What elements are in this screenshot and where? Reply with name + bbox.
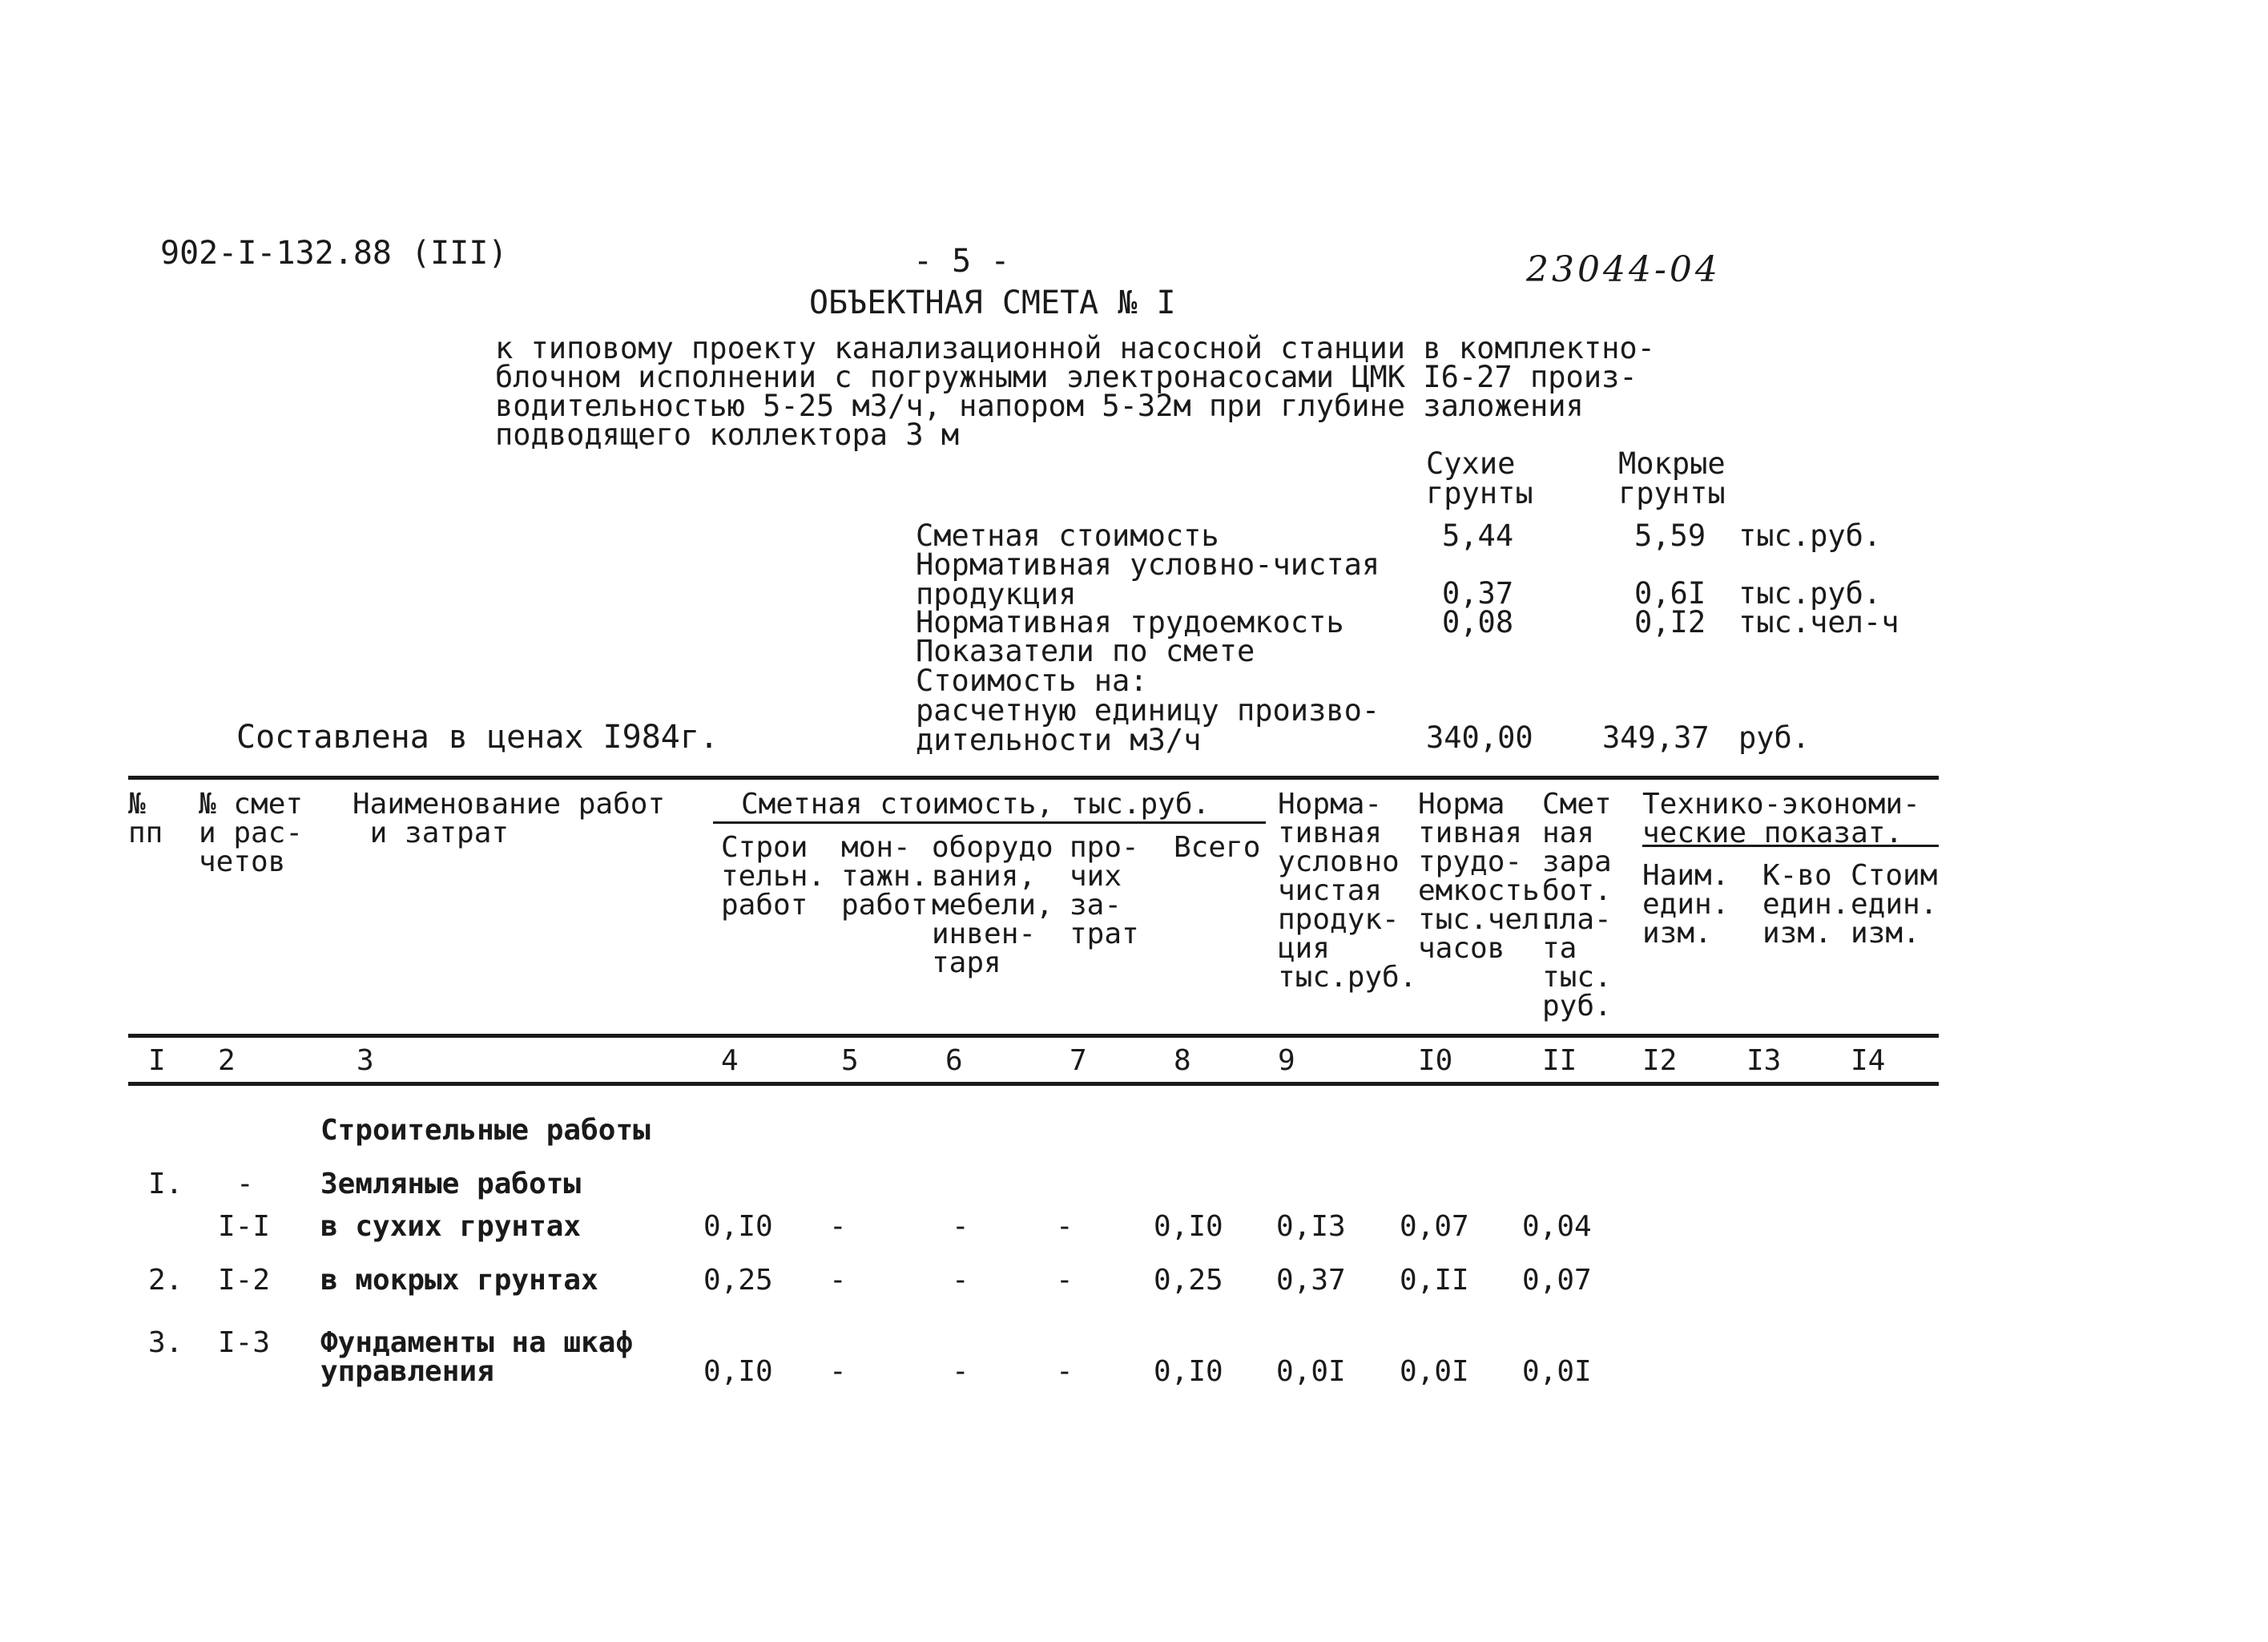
summary-dry-value: 5,44 [1442, 518, 1514, 553]
row-num: 3. [148, 1326, 183, 1359]
summary-wet-value: 5,59 [1634, 518, 1706, 553]
summary-label: Нормативная трудоемкость [916, 605, 1344, 639]
row-c10: 0,0I [1400, 1355, 1469, 1388]
row-name: в мокрых грунтах [320, 1264, 598, 1297]
row-c6: - [952, 1264, 969, 1297]
row-name: Фундаменты на шкаф управления [320, 1326, 634, 1388]
subtitle-line: подводящего коллектора 3 м [495, 418, 960, 452]
header-col-13: К-во един. изм. [1762, 859, 1850, 950]
column-number: 9 [1278, 1044, 1295, 1077]
column-number: 8 [1174, 1044, 1191, 1077]
row-name: Земляные работы [320, 1168, 582, 1200]
summary-wet-value: 349,37 [1602, 720, 1710, 755]
column-number: I4 [1851, 1044, 1886, 1077]
summary-unit: тыс.чел-ч [1738, 605, 1899, 639]
summary-wet-value: 0,I2 [1634, 605, 1706, 639]
column-number: 6 [945, 1044, 963, 1077]
handwritten-number: 23044-04 [1526, 249, 1721, 290]
row-name: в сухих грунтах [320, 1210, 582, 1243]
page-number: - 5 - [913, 243, 1010, 280]
summary-unit: тыс.руб. [1738, 518, 1882, 553]
column-number: II [1542, 1044, 1577, 1077]
row-num: 2. [148, 1264, 183, 1297]
row-c7: - [1056, 1210, 1074, 1243]
row-c5: - [829, 1264, 847, 1297]
summary-col-dry: Сухие грунты [1426, 446, 1533, 510]
document-title: ОБЪЕКТНАЯ СМЕТА № I [809, 284, 1176, 321]
header-col-10: Норма тивная трудо- емкость тыс.чел. часов [1418, 788, 1557, 965]
column-number: 2 [218, 1044, 236, 1077]
column-number: I [148, 1044, 166, 1077]
row-c7: - [1056, 1355, 1074, 1388]
header-col-2: № смет и рас- четов [199, 788, 304, 878]
header-col-7: про- чих за- трат [1070, 831, 1139, 950]
summary-wet-value: 0,6I [1634, 576, 1706, 611]
summary-label: Нормативная условно-чистая продукция [916, 547, 1380, 611]
header-col-14: Стоим един. изм. [1851, 859, 1938, 950]
summary-dry-value: 340,00 [1426, 720, 1533, 755]
subtitle-line: блочном исполнении с погружными электронасосами ЦМК I6-27 произ- [495, 360, 1638, 394]
header-col-5: мон- тажн. работ [841, 831, 929, 922]
summary-label: Сметная стоимость [916, 518, 1219, 553]
row-c10: 0,II [1400, 1264, 1469, 1297]
row-ref: I-I [218, 1210, 271, 1243]
summary-dry-value: 0,37 [1442, 576, 1514, 611]
row-ref: I-3 [218, 1326, 271, 1359]
cost-group-underline [713, 821, 1266, 824]
summary-col-wet: Мокрые грунты [1618, 446, 1726, 510]
summary-unit: руб. [1738, 720, 1811, 755]
row-c8: 0,25 [1154, 1264, 1223, 1297]
row-c11: 0,0I [1522, 1355, 1592, 1388]
row-c5: - [829, 1355, 847, 1388]
row-c9: 0,0I [1276, 1355, 1346, 1388]
document-code: 902-I-132.88 (III) [160, 235, 508, 272]
numbers-bottom-rule [128, 1082, 1939, 1086]
column-number: 7 [1070, 1044, 1087, 1077]
column-number: I3 [1746, 1044, 1782, 1077]
row-c8: 0,I0 [1154, 1210, 1223, 1243]
subtitle-line: водительностью 5-25 м3/ч, напором 5-32м при глубине заложения [495, 389, 1584, 423]
row-c8: 0,I0 [1154, 1355, 1223, 1388]
header-col-8: Всего [1174, 831, 1261, 864]
header-col-12: Наим. един. изм. [1642, 859, 1730, 950]
header-col-6: оборудо вания, мебели, инвен- таря [932, 831, 1053, 979]
column-number: 5 [841, 1044, 859, 1077]
header-col-9: Норма- тивная условно чистая продук- ция тыс.руб. [1278, 788, 1417, 994]
header-bottom-rule [128, 1034, 1939, 1038]
row-c11: 0,07 [1522, 1264, 1592, 1297]
row-c7: - [1056, 1264, 1074, 1297]
row-c6: - [952, 1355, 969, 1388]
table-top-rule [128, 776, 1939, 780]
row-c5: - [829, 1210, 847, 1243]
column-number: I0 [1418, 1044, 1453, 1077]
row-ref: I-2 [218, 1264, 271, 1297]
row-c9: 0,I3 [1276, 1210, 1346, 1243]
subtitle-line: к типовому проекту канализационной насосной станции в комплектно- [495, 331, 1655, 365]
summary-dry-value: 0,08 [1442, 605, 1514, 639]
row-c4: 0,25 [703, 1264, 773, 1297]
header-col-1: № пп [128, 788, 163, 849]
row-c11: 0,04 [1522, 1210, 1592, 1243]
row-num: I. [148, 1168, 183, 1200]
summary-label: Показатели по смете Стоимость на: расчетную единицу произво- дительности м3/ч [916, 634, 1380, 757]
header-cost-group: Сметная стоимость, тыс.руб. [741, 788, 1211, 821]
row-ref: - [236, 1168, 254, 1200]
header-col-3: Наименование работ и затрат [352, 788, 666, 849]
column-number: 4 [721, 1044, 739, 1077]
header-col-11: Смет ная зара бот. пла- та тыс. руб. [1542, 788, 1612, 1023]
column-number: I2 [1642, 1044, 1678, 1077]
row-c6: - [952, 1210, 969, 1243]
row-c10: 0,07 [1400, 1210, 1469, 1243]
header-tech-group: Технико-экономи- ческие показат. [1642, 788, 1920, 849]
row-c9: 0,37 [1276, 1264, 1346, 1297]
section-title: Строительные работы [320, 1114, 651, 1147]
summary-unit: тыс.руб. [1738, 576, 1882, 611]
row-c4: 0,I0 [703, 1355, 773, 1388]
row-c4: 0,I0 [703, 1210, 773, 1243]
header-col-4: Строи тельн. работ [721, 831, 826, 922]
prices-note: Составлена в ценах I984г. [236, 719, 719, 756]
column-number: 3 [357, 1044, 374, 1077]
